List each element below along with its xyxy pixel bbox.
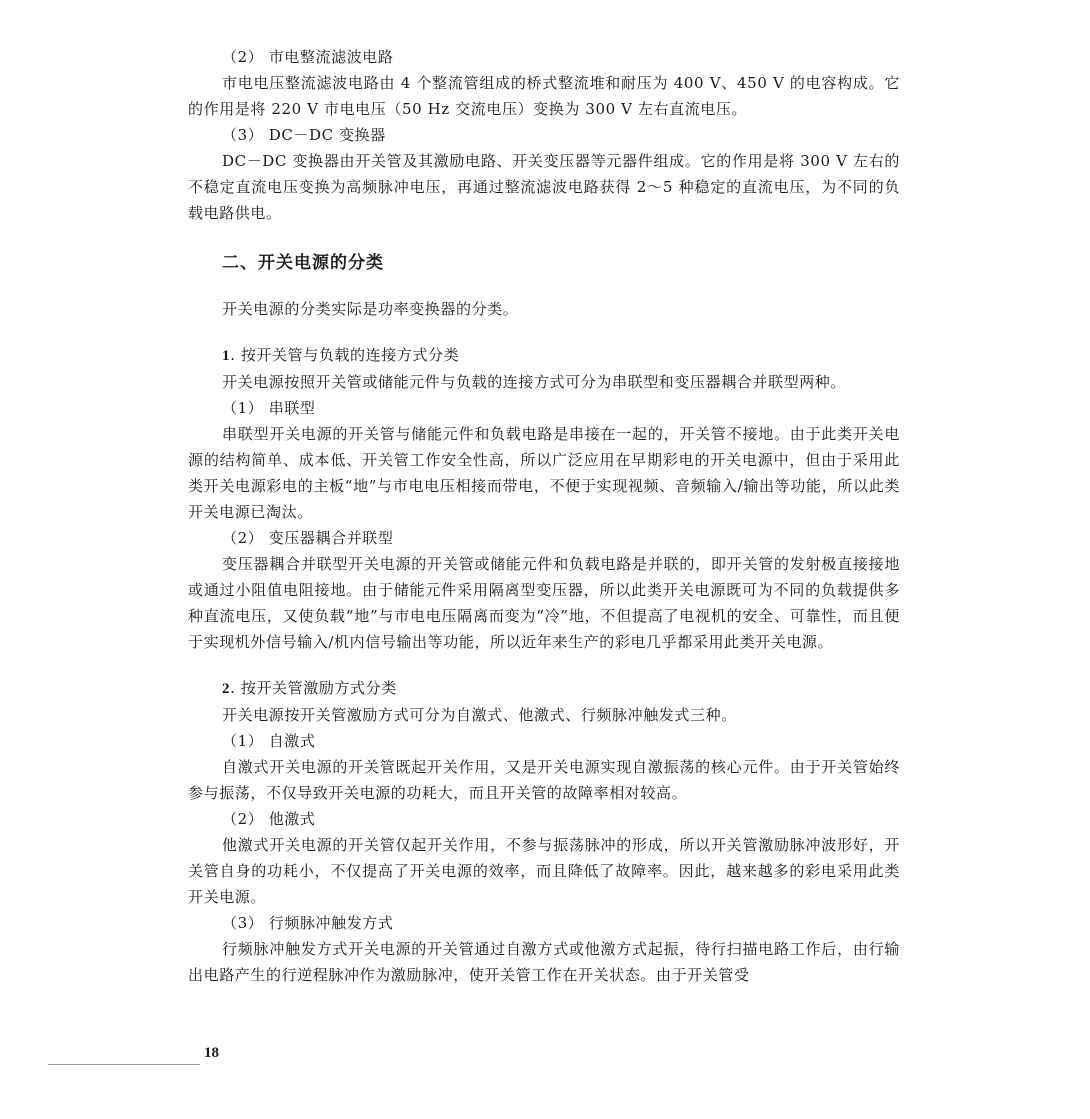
heading-text: . 按开关管激励方式分类 xyxy=(230,679,397,697)
subsection-title: （2） 变压器耦合并联型 xyxy=(222,529,394,547)
paragraph: 串联型开关电源的开关管与储能元件和负载电路是串接在一起的，开关管不接地。由于此类开关电源的结构简单、成本低、开关管工作安全性高，所以广泛应用在早期彩电的开关电源中，但由于采用此类开关电源彩电的主板“地”与市电电压相接而带电，不便于实现视频、音频输入/输出等功能，所以此类开关电源已淘汰。 xyxy=(188,425,900,521)
paragraph: 开关电源按照开关管或储能元件与负载的连接方式可分为串联型和变压器耦合并联型两种。 xyxy=(222,373,847,391)
section-heading: 二、开关电源的分类 xyxy=(222,253,384,273)
page-content xyxy=(188,44,900,988)
paragraph: 自激式开关电源的开关管既起开关作用，又是开关电源实现自激振荡的核心元件。由于开关管始终参与振荡，不仅导致开关电源的功耗大，而且开关管的故障率相对较高。 xyxy=(188,758,900,802)
paragraph: 开关电源按开关管激励方式可分为自激式、他激式、行频脉冲触发式三种。 xyxy=(222,706,737,724)
subsection-title: （1） 自激式 xyxy=(222,732,316,750)
subsection-title: （2） 市电整流滤波电路 xyxy=(222,48,394,66)
paragraph: 他激式开关电源的开关管仅起开关作用，不参与振荡脉冲的形成，所以开关管激励脉冲波形好，开关管自身的功耗小，不仅提高了开关电源的效率，而且降低了故障率。因此，越来越多的彩电采用此类开关电源。 xyxy=(188,836,900,906)
subsection-title: （3） DC－DC 变换器 xyxy=(222,126,386,144)
paragraph: 行频脉冲触发方式开关电源的开关管通过自激方式或他激方式起振，待行扫描电路工作后，由行输出电路产生的行逆程脉冲作为激励脉冲，使开关管工作在开关状态。由于开关管受 xyxy=(188,940,900,984)
paragraph: 开关电源的分类实际是功率变换器的分类。 xyxy=(222,300,519,318)
subsection-title: （3） 行频脉冲触发方式 xyxy=(222,914,394,932)
numbered-heading xyxy=(188,342,900,369)
heading-number: 1 xyxy=(222,348,231,364)
paragraph: 变压器耦合并联型开关电源的开关管或储能元件和负载电路是并联的，即开关管的发射极直接接地或通过小阻值电阻接地。由于储能元件采用隔离型变压器，所以此类开关电源既可为不同的负载提供多种直流电压，又使负载“地”与市电电压隔离而变为“冷”地，不但提高了电视机的安全、可靠性，而且便于实现机外信号输入/机内信号输出等功能，所以近年来生产的彩电几乎都采用此类开关电源。 xyxy=(188,555,900,651)
paragraph: 市电电压整流滤波电路由 4 个整流管组成的桥式整流堆和耐压为 400 V、450 V 的电容构成。它的作用是将 220 V 市电电压（50 Hz 交流电压）变换为 300 V 左右直流电压。 xyxy=(188,74,900,118)
footer-rule xyxy=(48,1064,200,1065)
heading-number: 2 xyxy=(222,681,231,697)
numbered-heading xyxy=(188,675,900,702)
heading-text: . 按开关管与负载的连接方式分类 xyxy=(230,346,460,364)
subsection-title: （2） 他激式 xyxy=(222,810,316,828)
subsection-title: （1） 串联型 xyxy=(222,399,316,417)
paragraph: DC－DC 变换器由开关管及其激励电路、开关变压器等元器件组成。它的作用是将 300 V 左右的不稳定直流电压变换为高频脉冲电压，再通过整流滤波电路获得 2～5 种稳定的直流电压，为不同的负载电路供电。 xyxy=(188,152,900,222)
page-number: 18 xyxy=(204,1045,219,1061)
